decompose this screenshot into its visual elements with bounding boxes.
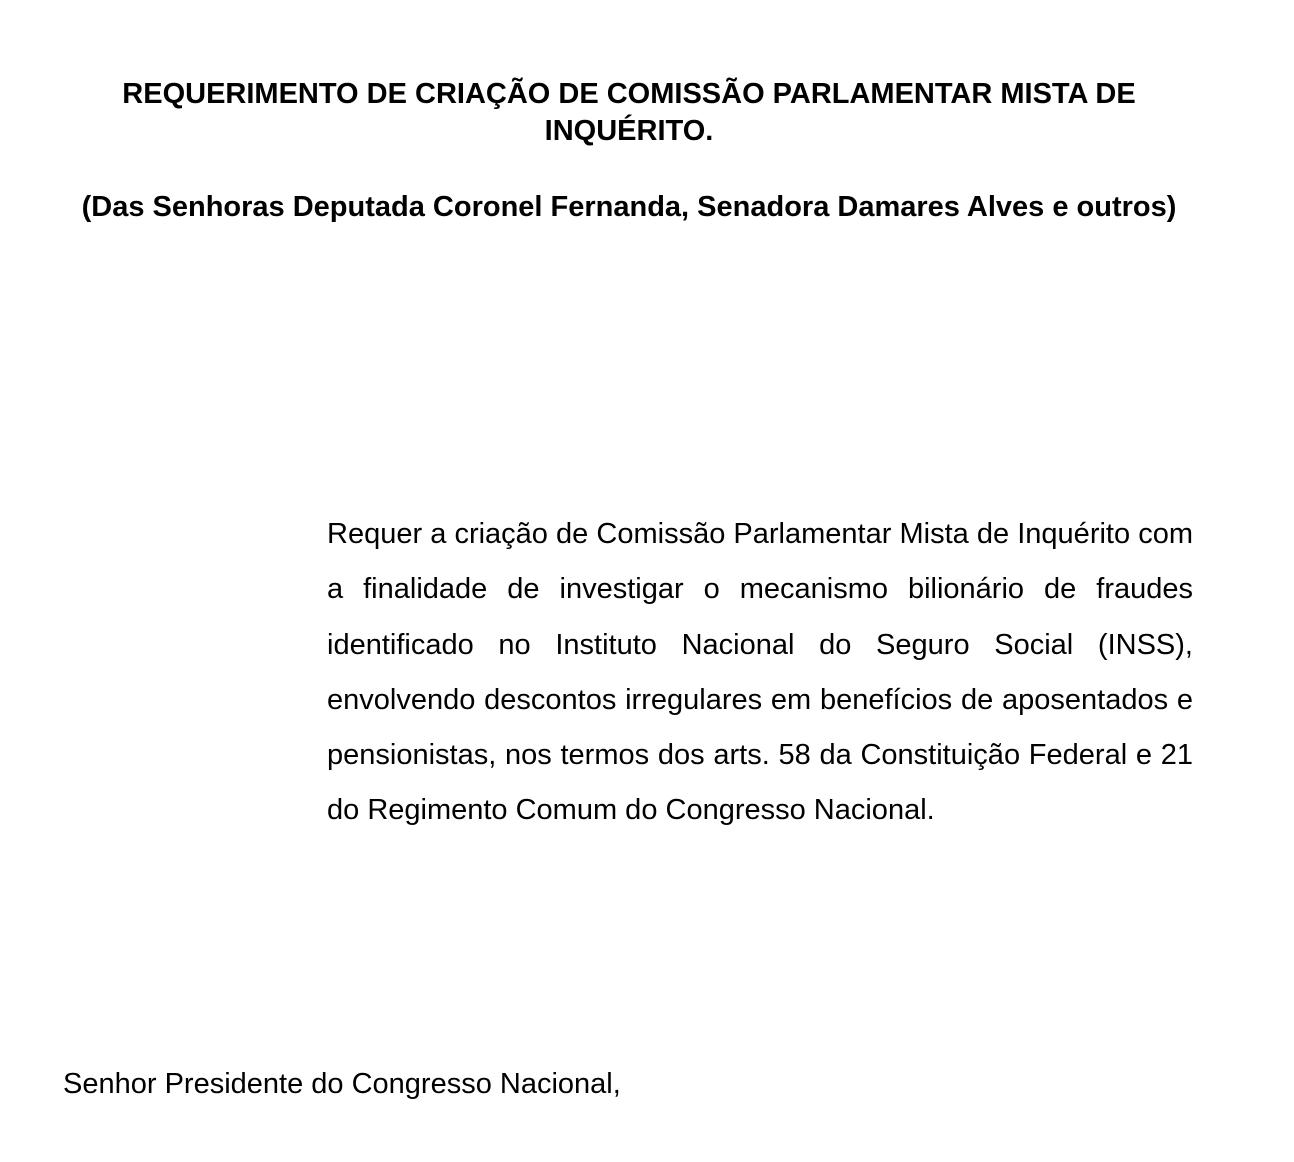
document-title: REQUERIMENTO DE CRIAÇÃO DE COMISSÃO PARLAMENTAR MISTA DE INQUÉRITO. <box>122 78 1136 147</box>
document-ementa: Requer a criação de Comissão Parlamentar Mista de Inquérito com a finalidade de investigar o mecanismo bilionário de fraudes identificado no Instituto Nacional do Seguro Social (INSS), envolvendo descontos irregulares em benefícios de aposentados e pensionistas, nos termos dos arts. 58 da Constituição Federal e 21 do Regimento Comum do Congresso Nacional. <box>327 518 1193 827</box>
document-authors: (Das Senhoras Deputada Coronel Fernanda, Senadora Damares Alves e outros) <box>81 191 1177 223</box>
document-salutation: Senhor Presidente do Congresso Nacional, <box>63 1068 621 1100</box>
